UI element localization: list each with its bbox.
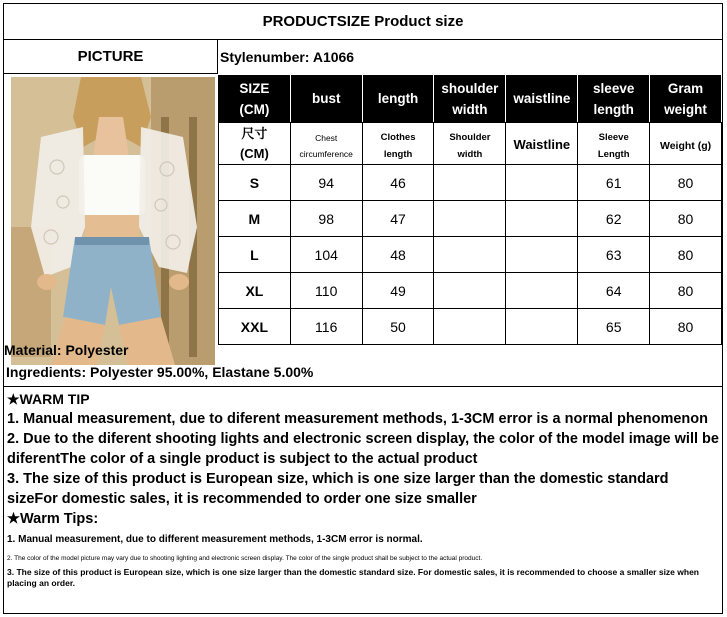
col-subheader: Clothes length bbox=[362, 123, 434, 165]
warm-tips-line: 1. Manual measurement, due to different measurement methods, 1-3CM error is normal. bbox=[7, 534, 423, 545]
table-cell-shoulder bbox=[434, 309, 506, 345]
table-cell-waist bbox=[506, 309, 578, 345]
ingredients-text: Ingredients: Polyester 95.00%, Elastane 5.00% bbox=[6, 364, 314, 380]
table-cell-weight: 80 bbox=[650, 309, 722, 345]
col-header: sleeve length bbox=[578, 75, 650, 123]
table-cell-size: M bbox=[219, 201, 291, 237]
table-cell-bust: 98 bbox=[290, 201, 362, 237]
table-cell-size: XL bbox=[219, 273, 291, 309]
table-cell-sleeve: 64 bbox=[578, 273, 650, 309]
page-title: PRODUCTSIZE Product size bbox=[4, 4, 722, 40]
table-cell-bust: 94 bbox=[290, 165, 362, 201]
table-cell-weight: 80 bbox=[650, 273, 722, 309]
table-cell-shoulder bbox=[434, 165, 506, 201]
table-cell-length: 46 bbox=[362, 165, 434, 201]
table-cell-size: XXL bbox=[219, 309, 291, 345]
product-photo bbox=[11, 77, 215, 365]
table-cell-size: L bbox=[219, 237, 291, 273]
warm-tips-heading: ★Warm Tips: bbox=[7, 511, 99, 527]
col-header: shoulder width bbox=[434, 75, 506, 123]
material-text: Material: Polyester bbox=[4, 342, 129, 358]
table-cell-weight: 80 bbox=[650, 237, 722, 273]
col-header: bust bbox=[290, 75, 362, 123]
table-row bbox=[219, 309, 722, 345]
table-cell-length: 49 bbox=[362, 273, 434, 309]
col-subheader: Weight (g) bbox=[650, 123, 722, 165]
size-sheet bbox=[3, 3, 723, 614]
style-number: Stylenumber: A1066 bbox=[220, 49, 355, 65]
col-subheader: Waistline bbox=[506, 123, 578, 165]
picture-label: PICTURE bbox=[4, 40, 218, 74]
table-cell-length: 48 bbox=[362, 237, 434, 273]
table-cell-size: S bbox=[219, 165, 291, 201]
table-row bbox=[219, 165, 722, 201]
model-image bbox=[11, 77, 215, 365]
table-cell-sleeve: 61 bbox=[578, 165, 650, 201]
warm-tips-line: 2. The color of the model picture may vary due to shooting lighting and electronic screen display. The color of the single product shall be subject to the actual product. bbox=[7, 555, 483, 562]
col-header: SIZE (CM) bbox=[219, 75, 291, 123]
table-row bbox=[219, 237, 722, 273]
col-header: Gram weight bbox=[650, 75, 722, 123]
size-table bbox=[218, 74, 722, 345]
table-cell-weight: 80 bbox=[650, 201, 722, 237]
col-header: waistline bbox=[506, 75, 578, 123]
table-cell-shoulder bbox=[434, 273, 506, 309]
table-cell-weight: 80 bbox=[650, 165, 722, 201]
warm-tip-line: 3. The size of this product is European size, which is one size larger than the domestic standard sizeFor domestic sales, it is recommended to order one size smaller bbox=[7, 471, 669, 507]
table-cell-shoulder bbox=[434, 237, 506, 273]
table-cell-waist bbox=[506, 237, 578, 273]
table-cell-waist bbox=[506, 201, 578, 237]
table-cell-bust: 116 bbox=[290, 309, 362, 345]
col-subheader: Shoulder width bbox=[434, 123, 506, 165]
table-row bbox=[219, 273, 722, 309]
tips-section bbox=[7, 389, 721, 589]
col-subheader: 尺寸 (CM) bbox=[219, 123, 291, 165]
table-cell-waist bbox=[506, 273, 578, 309]
table-cell-length: 47 bbox=[362, 201, 434, 237]
warm-tip-heading: ★WARM TIP bbox=[7, 391, 90, 407]
warm-tip-line: 2. Due to the diferent shooting lights and electronic screen display, the color of the model image will be diferentThe color of a single product is subject to the actual product bbox=[7, 431, 719, 467]
table-cell-sleeve: 63 bbox=[578, 237, 650, 273]
col-header: length bbox=[362, 75, 434, 123]
table-header-row bbox=[219, 75, 722, 123]
table-cell-bust: 104 bbox=[290, 237, 362, 273]
table-row bbox=[219, 201, 722, 237]
table-cell-length: 50 bbox=[362, 309, 434, 345]
table-cell-bust: 110 bbox=[290, 273, 362, 309]
table-cell-shoulder bbox=[434, 201, 506, 237]
table-cell-sleeve: 65 bbox=[578, 309, 650, 345]
col-subheader: Sleeve Length bbox=[578, 123, 650, 165]
section-divider bbox=[4, 386, 722, 387]
table-cell-sleeve: 62 bbox=[578, 201, 650, 237]
warm-tip-line: 1. Manual measurement, due to diferent measurement methods, 1-3CM error is a normal phenomenon bbox=[7, 411, 708, 427]
table-cell-waist bbox=[506, 165, 578, 201]
warm-tips-line: 3. The size of this product is European size, which is one size larger than the domestic standard size. For domestic sales, it is recommended to choose a smaller size when placing an order. bbox=[7, 567, 699, 588]
col-subheader: Chest circumference bbox=[290, 123, 362, 165]
table-subheader-row bbox=[219, 123, 722, 165]
